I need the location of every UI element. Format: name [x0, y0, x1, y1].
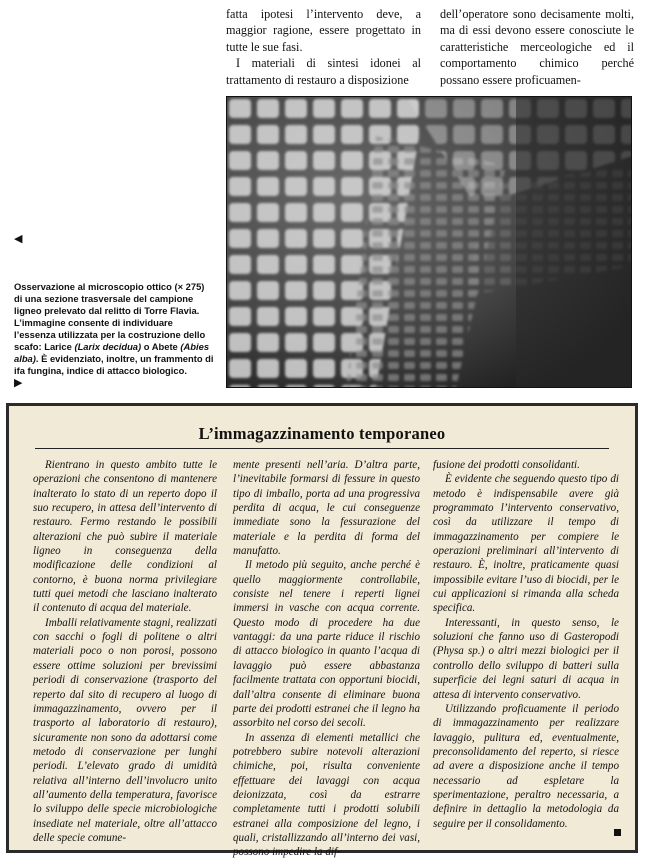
- box-paragraph: Imballi relativamente stagni, realizzati con sacchi o fogli di politene o altri materiali poco o non porosi, possono essere ottime soluzioni per brevissimi periodi di conservazione (trasporto del reperto dal sito di recupero al luogo di immagazzinamento, ovvero per il trasporto al laboratorio di restauro), sicuramente non sono da adottarsi come metodo di conservazione per lunghi periodi. L’elevato grado di umidità relativa all’interno dell’involucro unito all’aumento della temperatura, favorisce lo sviluppo delle specie microbiologiche insediate nel materiale, oltre all’attacco delle specie comune-: [33, 616, 217, 844]
- box-paragraph: Rientrano in questo ambito tutte le operazioni che consentono di mantenere inalterato lo stato di un reperto dopo il suo recupero, in attesa dell’intervento di restauro. Fermo restando le possibili alterazioni che può subire il materiale ligneo in conseguenza della modificazione delle condizioni al contorno, è buona norma privilegiare tutti quei metodi che lasciano inalterato il contenuto di acqua del materiale.: [33, 459, 217, 615]
- top-paragraph: I materiali di sintesi idonei al trattamento di restauro a disposizione: [226, 56, 421, 87]
- microscope-image: [226, 96, 632, 388]
- box-paragraph: fusione dei prodotti consolidanti.: [433, 459, 580, 471]
- box-column-3: [433, 458, 619, 831]
- box-paragraph: È evidente che seguendo questo tipo di metodo è indispensabile avere già programmato l’intervento conservativo, così da utilizzare il tempo di immagazzinamento per compiere le operazioni preliminari all’intervento di restauro. È, inoltre, praticamente quasi impossibile evitare l’uso di biocidi, per le cui applicazioni si rimanda alla scheda specifica.: [433, 473, 619, 615]
- arrow-right-icon: ▶: [14, 377, 23, 389]
- arrow-left-icon: ◀: [14, 233, 23, 245]
- caption-latin-name: (Larix decidua): [74, 341, 142, 352]
- box-paragraph: Interessanti, in questo senso, le soluzioni che fanno uso di Gasteropodi (Physa sp.) o altri mezzi biologici per il controllo dello sviluppo di batteri sulla superficie dei legni saturi di acqua in attesa di intervento conservativo.: [433, 616, 619, 701]
- caption-latin-name: (Abies alba): [14, 341, 210, 364]
- caption-text: o Abete: [141, 341, 181, 352]
- title-rule: [35, 448, 609, 449]
- sidebar-box: [6, 403, 638, 859]
- box-paragraph: Utilizzando proficuamente il periodo di immagazzinamento per realizzare lavaggio, pulitura ed, eventualmente, preconsolidamento del reperto, si riesce ad avere a disposizione anche il tempo necessario ad espletare la sperimentazione, peraltro necessaria, a definire in dettaglio la metodologia da seguire per il consolidamento.: [433, 702, 619, 830]
- caption-text: Osservazione al microscopio ottico (× 275) di una sezione trasversale del campione ligneo prelevato dal relitto di Torre Flavia. L’immagine consente di individuare l’essenza utilizzata per la costruzione dello scafo: Larice: [14, 281, 206, 352]
- box-title: L’immagazzinamento temporaneo: [198, 424, 446, 443]
- square-end-mark-icon: [614, 829, 621, 836]
- box-column-2: [233, 458, 420, 860]
- box-paragraph: In assenza di elementi metallici che potrebbero subire notevoli alterazioni chimiche, poi, risulta conveniente effettuare dei lavaggi con acqua deionizzata, così da estrarre completamente tutti i prodotti solubili estranei alla composizione del legno, i quali, cristallizzando all’interno dei vasi, possono impedire la dif-: [233, 731, 420, 859]
- top-paragraph: fatta ipotesi l’intervento deve, a maggior ragione, essere progettato in tutte le sue fasi.: [226, 7, 421, 54]
- box-paragraph: Il metodo più seguito, anche perché è quello maggiormente controllabile, consiste nel tenere i reperti lignei immersi in vasche con acqua corrente. Questo modo di procedere ha due vantaggi: da una parte riduce il rischio di attacco biologico in quanto l’acqua di lavaggio può essere abbastanza facilmente trattata con opportuni biocidi, dall’altra consente di eliminare buona parte dei prodotti estranei che il legno ha assorbito nel corso dei secoli.: [233, 559, 420, 730]
- caption-text: . È evidenziato, inoltre, un frammento di ifa fungina, indice di attacco biologico.: [14, 353, 214, 376]
- box-paragraph: mente presenti nell’aria. D’altra parte, l’inevitabile formarsi di fessure in questo tipo di imballo, porta ad una progressiva perdita di acqua, le cui conseguenze immediate sono la fessurazione del materiale e la perdita di forma del manufatto.: [233, 459, 420, 558]
- top-text-column-2: [440, 6, 634, 88]
- top-paragraph: dell’operatore sono decisamente molti, ma di essi devono essere conosciute le caratteristiche merceologiche ed il comportamento chimico perché possano essere proficuamen-: [440, 7, 634, 87]
- top-text-column-1: [226, 6, 421, 88]
- microscope-photo: [226, 96, 632, 388]
- figure-caption: [14, 281, 214, 377]
- box-column-1: [33, 458, 217, 845]
